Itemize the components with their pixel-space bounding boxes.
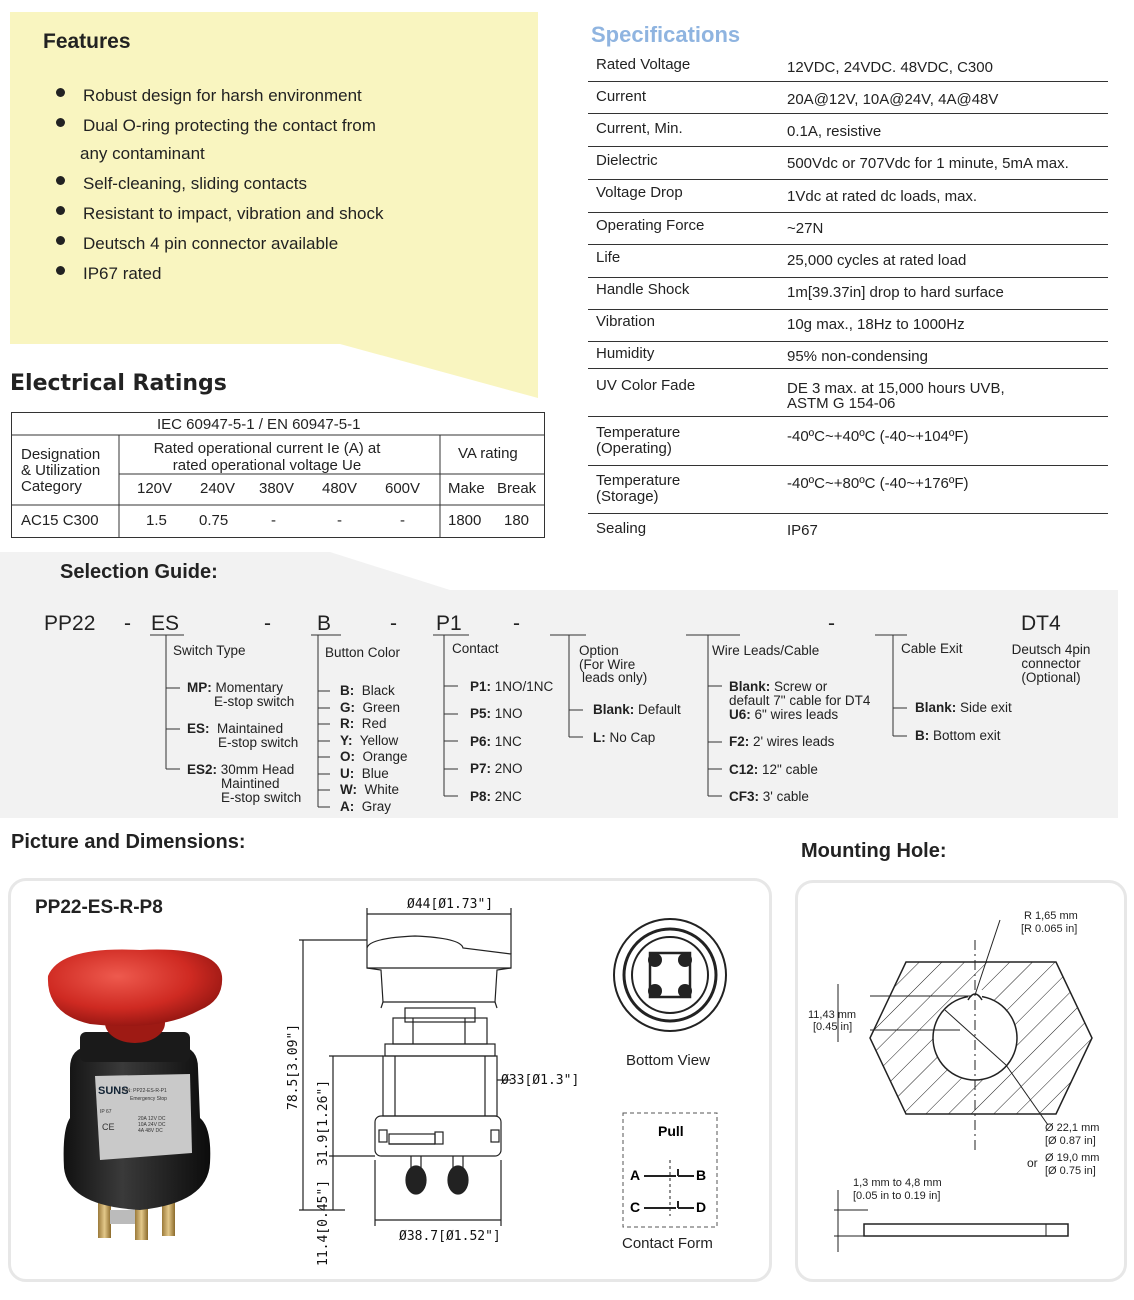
deutsch-connector-label: Deutsch 4pin connector (Optional) bbox=[1011, 642, 1091, 685]
spec-row: Sealing IP67 bbox=[596, 520, 818, 539]
spec-row: Temperature (Operating) -40ºC~+40ºC (-40~+104ºF) bbox=[588, 417, 1108, 466]
picture-dimensions-title: Picture and Dimensions: bbox=[11, 831, 246, 853]
value-cell: - bbox=[271, 512, 276, 529]
switch-type-option: ES: Maintained bbox=[187, 721, 284, 736]
designation-header: Designation & Utilization Category bbox=[21, 446, 101, 495]
button-color-option: R: Red bbox=[340, 716, 387, 731]
wire-leads-option: Blank: Screw or bbox=[729, 679, 828, 694]
contact-option: P1: 1NO/1NC bbox=[470, 679, 554, 694]
model-number: PP22-ES-R-P8 bbox=[35, 897, 163, 918]
terminal-a: A bbox=[630, 1167, 641, 1183]
voltage-col: 120V bbox=[137, 480, 173, 497]
option-choice: Blank: Default bbox=[593, 702, 681, 717]
spec-row: Current, Min. 0.1A, resistive bbox=[588, 114, 1108, 147]
code-switch-type: ES bbox=[151, 612, 180, 635]
option-label-cont: leads only) bbox=[582, 670, 648, 685]
switch-type-option-cont: E-stop switch bbox=[218, 735, 299, 750]
pull-label: Pull bbox=[658, 1123, 684, 1139]
wire-leads-option: F2: 2' wires leads bbox=[729, 734, 835, 749]
wire-leads-option: CF3: 3' cable bbox=[729, 789, 809, 804]
button-color-option: G: Green bbox=[340, 700, 401, 715]
va-rating-header: VA rating bbox=[458, 445, 518, 462]
code-contact: P1 bbox=[436, 612, 462, 635]
code-dash: - bbox=[264, 612, 271, 635]
terminal-c: C bbox=[630, 1199, 641, 1215]
dim-pin-height: 11.4[0.45"] bbox=[316, 1179, 331, 1266]
spec-row: Operating Force ~27N bbox=[588, 213, 1108, 245]
value-cell: - bbox=[337, 512, 342, 529]
code-connector: DT4 bbox=[1021, 612, 1061, 635]
label-brand: SUNS bbox=[98, 1085, 129, 1097]
contact-form-drawing bbox=[622, 1112, 718, 1228]
cable-exit-option: B: Bottom exit bbox=[915, 728, 1001, 743]
dim-body-diameter: Ø33[Ø1.3"] bbox=[501, 1073, 580, 1088]
label-ce: CE bbox=[102, 1122, 115, 1132]
voltage-col: 600V bbox=[385, 480, 421, 497]
iec-standard: IEC 60947-5-1 / EN 60947-5-1 bbox=[157, 416, 361, 433]
button-color-option: U: Blue bbox=[340, 766, 389, 781]
mounting-hole-title: Mounting Hole: bbox=[801, 840, 947, 862]
code-button-color: B bbox=[317, 612, 332, 635]
option-choice: L: No Cap bbox=[593, 730, 656, 745]
radius-mm: R 1,65 mm bbox=[1024, 910, 1078, 922]
electrical-ratings-title: Electrical Ratings bbox=[10, 371, 227, 396]
cable-exit-label: Cable Exit bbox=[901, 641, 963, 656]
wire-leads-option: C12: 12" cable bbox=[729, 762, 818, 777]
terminal-b: B bbox=[696, 1167, 707, 1183]
or-label: or bbox=[1027, 1156, 1038, 1170]
value-cell: - bbox=[400, 512, 405, 529]
flat-width-in: [0.45 in] bbox=[813, 1021, 853, 1033]
spec-row: Voltage Drop 1Vdc at rated dc loads, max. bbox=[588, 180, 1108, 213]
switch-type-option-cont: E-stop switch bbox=[214, 694, 295, 709]
contact-option: P6: 1NC bbox=[470, 734, 522, 749]
voltage-col: 480V bbox=[322, 480, 358, 497]
selection-guide-panel bbox=[0, 552, 1118, 818]
value-cell: 1.5 bbox=[146, 512, 167, 529]
switch-type-option: ES2: 30mm Head bbox=[187, 762, 295, 777]
switch-type-option-cont: Maintined bbox=[221, 776, 280, 791]
spec-row: Life 25,000 cycles at rated load bbox=[588, 245, 1108, 278]
voltage-col: 240V bbox=[200, 480, 236, 497]
label-pn: P/N: PP22-ES-R-P1 bbox=[122, 1088, 167, 1094]
contact-option: P8: 2NC bbox=[470, 789, 522, 804]
spec-row: Rated Voltage 12VDC, 24VDC. 48VDC, C300 bbox=[588, 50, 1108, 82]
category-cell: AC15 C300 bbox=[21, 512, 99, 529]
button-color-option: A: Gray bbox=[340, 799, 392, 814]
va-break-col: Break bbox=[497, 480, 537, 497]
rated-current-header: Rated operational current Ie (A) at rated operational voltage Ue bbox=[153, 440, 381, 474]
spec-row: Dielectric 500Vdc or 707Vdc for 1 minute, 5mA max. bbox=[588, 147, 1108, 180]
wire-leads-option: U6: 6" wires leads bbox=[729, 707, 839, 722]
mounting-hole-drawing bbox=[800, 900, 1118, 1260]
diameter-22-in: [Ø 0.87 in] bbox=[1045, 1135, 1096, 1147]
option-label: Option bbox=[579, 643, 619, 658]
contact-form-label: Contact Form bbox=[622, 1235, 713, 1252]
switch-type-label: Switch Type bbox=[173, 643, 246, 658]
code-dash: - bbox=[828, 612, 835, 635]
features-title: Features bbox=[43, 30, 131, 53]
diameter-19-mm: Ø 19,0 mm bbox=[1045, 1152, 1100, 1164]
break-cell: 180 bbox=[504, 512, 530, 529]
bottom-view-drawing bbox=[610, 915, 730, 1035]
spec-row: Temperature (Storage) -40ºC~+80ºC (-40~+176ºF) bbox=[588, 466, 1108, 514]
spec-row: Humidity 95% non-condensing bbox=[588, 342, 1108, 369]
switch-type-option-cont: E-stop switch bbox=[221, 790, 302, 805]
terminal-d: D bbox=[696, 1199, 707, 1215]
dimension-drawing bbox=[285, 890, 585, 1270]
wire-leads-option-cont: default 7" cable for DT4 bbox=[729, 693, 871, 708]
diameter-22-mm: Ø 22,1 mm bbox=[1045, 1122, 1100, 1134]
label-desc: Emergency Stop bbox=[130, 1096, 167, 1102]
contact-option: P5: 1NO bbox=[470, 706, 523, 721]
spec-row: UV Color Fade DE 3 max. at 15,000 hours UVB, ASTM G 154-06 bbox=[588, 369, 1108, 417]
flat-width-mm: 11,43 mm bbox=[808, 1009, 857, 1021]
button-color-option: B: Black bbox=[340, 683, 395, 698]
dim-cap-diameter: Ø44[Ø1.73"] bbox=[407, 897, 494, 912]
make-cell: 1800 bbox=[448, 512, 482, 529]
specifications-title: Specifications bbox=[591, 22, 741, 47]
contact-label: Contact bbox=[452, 641, 499, 656]
code-series: PP22 bbox=[44, 612, 96, 635]
bottom-view-label: Bottom View bbox=[626, 1052, 710, 1069]
thickness-in: [0.05 in to 0.19 in] bbox=[853, 1190, 941, 1202]
contact-option: P7: 2NO bbox=[470, 761, 523, 776]
product-photo bbox=[40, 948, 226, 1246]
diameter-19-in: [Ø 0.75 in] bbox=[1045, 1165, 1096, 1177]
label-rating: 4A 48V DC bbox=[138, 1128, 163, 1134]
spec-row: Vibration 10g max., 18Hz to 1000Hz bbox=[588, 310, 1108, 342]
spec-row: Handle Shock 1m[39.37in] drop to hard surface bbox=[588, 278, 1108, 310]
label-rating: 20A 12V DC bbox=[138, 1116, 166, 1122]
code-dash: - bbox=[513, 612, 520, 635]
dim-body-height: 31.9[1.26"] bbox=[316, 1079, 331, 1166]
code-dash: - bbox=[124, 612, 131, 635]
label-ip: IP 67 bbox=[100, 1109, 112, 1115]
button-color-option: O: Orange bbox=[340, 749, 408, 764]
thickness-mm: 1,3 mm to 4,8 mm bbox=[853, 1177, 942, 1189]
selection-guide-title: Selection Guide: bbox=[60, 561, 218, 583]
spec-row: Current 20A@12V, 10A@24V, 4A@48V bbox=[588, 82, 1108, 114]
cable-exit-option: Blank: Side exit bbox=[915, 700, 1012, 715]
switch-type-option: MP: Momentary bbox=[187, 680, 284, 695]
dim-total-height: 78.5[3.09"] bbox=[286, 1023, 301, 1110]
button-color-label: Button Color bbox=[325, 645, 401, 660]
va-make-col: Make bbox=[448, 480, 485, 497]
radius-in: [R 0.065 in] bbox=[1021, 923, 1078, 935]
label-rating: 10A 24V DC bbox=[138, 1122, 166, 1128]
button-color-option: Y: Yellow bbox=[340, 733, 399, 748]
option-label-cont: (For Wire bbox=[579, 657, 636, 672]
dim-base-diameter: Ø38.7[Ø1.52"] bbox=[399, 1229, 501, 1244]
button-color-option: W: White bbox=[340, 782, 400, 797]
voltage-col: 380V bbox=[259, 480, 295, 497]
code-dash: - bbox=[390, 612, 397, 635]
value-cell: 0.75 bbox=[199, 512, 229, 529]
wire-leads-label: Wire Leads/Cable bbox=[712, 643, 820, 658]
